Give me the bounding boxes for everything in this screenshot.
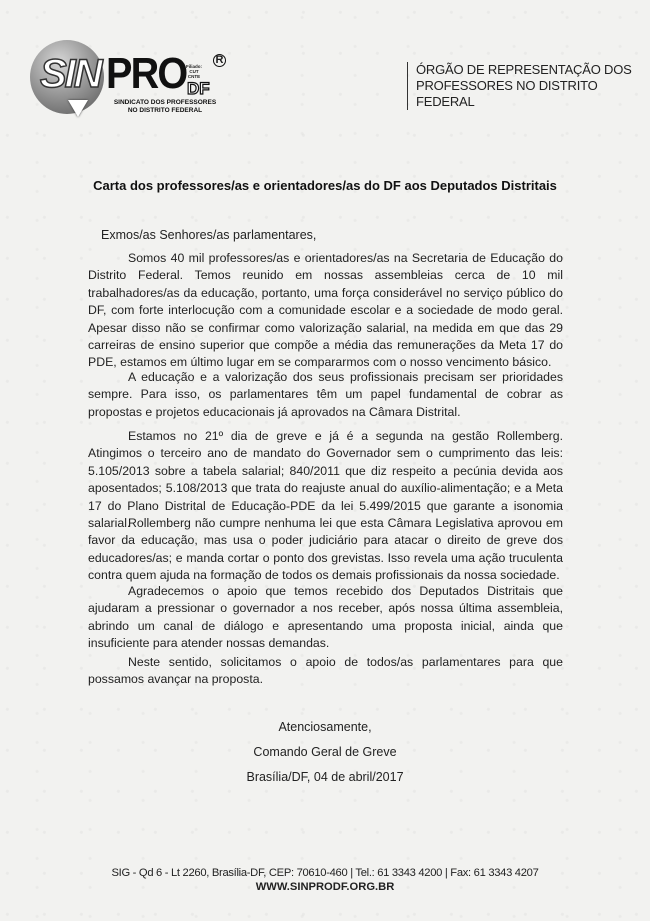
logo-subtitle [105,99,225,115]
affiliation-cnte: CNTE [187,74,201,79]
affiliation-cut: CUT [189,69,199,74]
paragraph-text: Agradecemos o apoio que temos recebido dos Deputados Distritais que ajudaram a pressionar o governador a nos receber, após nossa última assembleia, abrindo um canal de diálogo e apresentando uma proposta inicial, ainda que insuficiente para atender nossas demandas. [88,584,563,651]
letter-title: Carta dos professores/as e orientadores/as do DF aos Deputados Distritais [93,178,557,193]
paragraph-1 [88,250,563,372]
closing: Atenciosamente, [278,720,372,734]
paragraph-4 [88,515,563,585]
logo-df-text: DF [187,79,210,98]
paragraph-text: Somos 40 mil professores/as e orientadores/as na Secretaria de Educação do Distrito Federal. Temos reunido em nossas assembleias cerca de 10 mil trabalhadores/as da educação, portanto, uma força considerável no serviço público do DF, com forte interlocução com a comunidade escolar e a sociedade de modo geral. Apesar disso não se confirmar como valorização salarial, na medida em que das 29 carreiras de ensino superior que compõe a média das remunerações da Meta 17 do PDE, estamos em último lugar em se compararmos com o nosso vencimento básico. [88,251,563,370]
paragraph-text: Neste sentido, solicitamos o apoio de todos/as parlamentares para que possamos avançar na proposta. [88,655,563,687]
salutation: Exmos/as Senhores/as parlamentares, [101,228,317,242]
registered-icon: R [213,54,226,67]
org-header-line1: ÓRGÃO DE REPRESENTAÇÃO DOS [416,62,632,77]
paragraph-2 [88,369,563,421]
logo-subtitle-line1: SINDICATO DOS PROFESSORES [113,99,217,106]
paragraph-6 [88,654,563,689]
sinpro-logo [30,40,230,135]
signature: Comando Geral de Greve [253,745,397,759]
org-header-line2: PROFESSORES NO DISTRITO FEDERAL [416,78,598,109]
paragraph-text: Estamos no 21º dia de greve e já é a segunda na gestão Rollemberg. Atingimos o terceiro ano de mandato do Governador sem o cumprimento das leis: 5.105/2013 sobre a tabela salarial; 840/2011 que diz respeito a pecúnia devida aos aposentados; 5.108/2013 que trata do reajuste anual do auxílio-alimentação; e a Meta 17 do Plano Distrital de Educação-PDE da lei 5.499/2015 que garante a isonomia salarial. [88,429,563,531]
paragraph-text: Rollemberg não cumpre nenhuma lei que esta Câmara Legislativa aprovou em favor da educação, mas usa o poder judiciário para atacar o direito de greve dos educadores/as; e manda cortar o ponto dos grevistas. Isso revela uma ação truculenta contra quem ajuda na formação de todos os demais profissionais da nossa sociedade. [88,516,563,583]
footer-address: SIG - Qd 6 - Lt 2260, Brasília-DF, CEP: 70610-460 | Tel.: 61 3343 4200 | Fax: 61 3343 4207 [111,867,539,879]
logo-affiliation [186,64,202,79]
org-header [407,62,650,110]
footer [0,866,650,894]
paragraph-text: A educação e a valorização dos seus profissionais precisam ser prioridades sempre. Para isso, os parlamentares têm um papel fundamental de cobrar as propostas e projetos educacionais já aprovados na Câmara Distrital. [88,370,563,419]
logo-sin-text: SIN [40,52,101,96]
affiliation-label: Filiado: [186,64,202,69]
logo-subtitle-line2: NO DISTRITO FEDERAL [127,107,203,114]
footer-website-link[interactable]: WWW.SINPRODF.ORG.BR [255,881,395,893]
paragraph-5 [88,583,563,653]
logo-pro-text: PRO [106,49,187,98]
arrow-down-icon [68,100,88,117]
place-date: Brasília/DF, 04 de abril/2017 [246,770,404,784]
